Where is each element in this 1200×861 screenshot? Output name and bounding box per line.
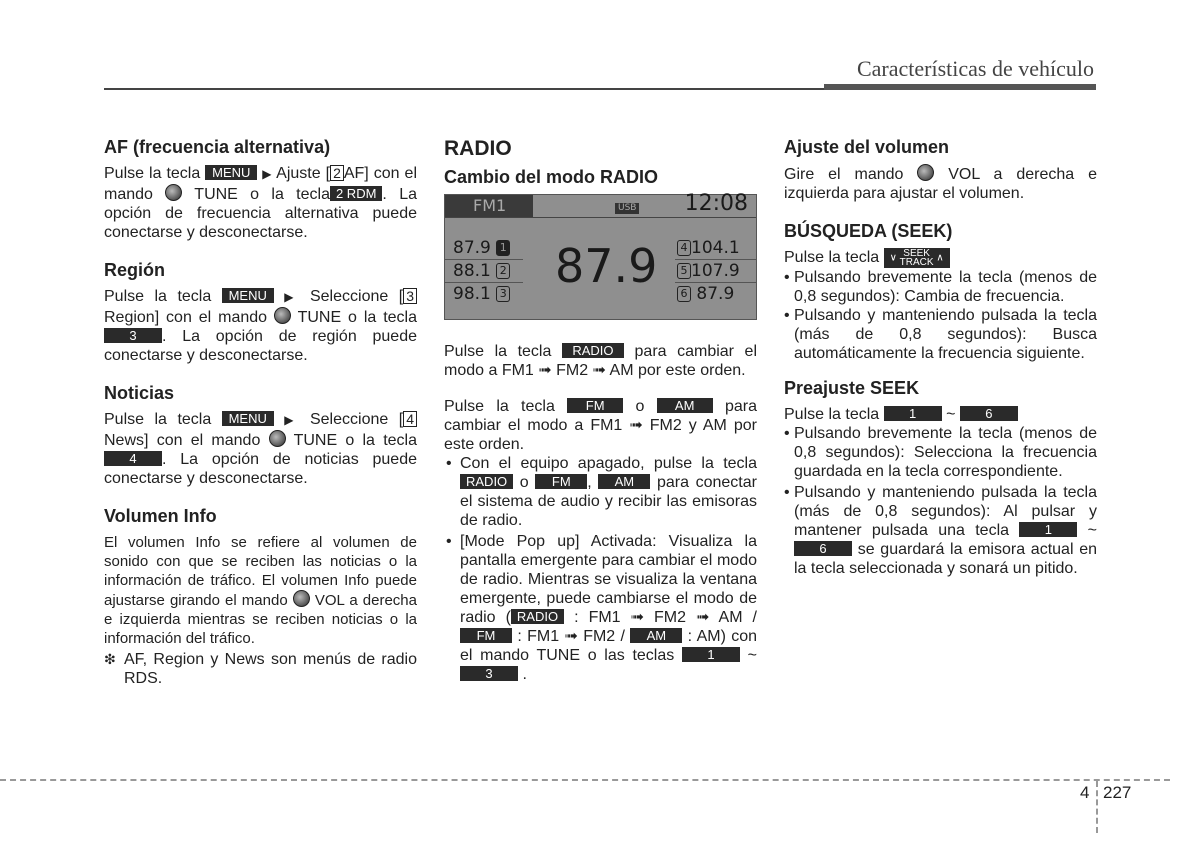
arrow-right-icon: ▶: [262, 167, 273, 181]
vol-knob-icon: [917, 164, 934, 181]
tune-knob-icon: [269, 430, 286, 447]
radio-key: RADIO: [460, 474, 513, 489]
key-1: 1: [884, 406, 942, 421]
volume-info-heading: Volumen Info: [104, 506, 217, 526]
vol-knob-icon: [293, 590, 310, 607]
column-right: [784, 136, 1097, 578]
news-heading: Noticias: [104, 383, 175, 403]
tune-knob-icon: [274, 307, 291, 324]
clock-display: 12:08: [684, 191, 748, 216]
radio-heading: RADIO: [444, 137, 512, 160]
arrow-right-icon: ▶: [284, 290, 300, 304]
preset-1: 87.9 1: [453, 237, 510, 259]
menu-key: MENU: [205, 165, 257, 180]
key-1: 1: [1019, 522, 1077, 537]
region-paragraph: Pulse la tecla MENU ▶ Seleccione [ 3 Region] con el mando TUNE o la tecla 3 . La opción de región puede conectarse y desconectarse.: [104, 288, 417, 364]
rds-note: ❇ AF, Region y News son menús de radio RDS.: [104, 650, 417, 688]
column-left: [104, 136, 417, 688]
fm-key: FM: [460, 628, 512, 643]
chapter-number: 4: [1080, 783, 1090, 802]
fm-am-key-paragraph: Pulse la tecla FM o AM para cambiar el modo a FM1 ➟ FM2 y AM por este orden.: [444, 398, 757, 453]
volume-info-paragraph: El volumen Info se refiere al volumen de sonido con que se reciben las noticias o la información de tráfico. El volumen Info puede ajustarse girando el mando VOL a derecha e izquierda mientras se reciben noticias o la información del tráfico.: [104, 534, 417, 647]
volume-paragraph: Gire el mando VOL a derecha e izquierda para ajustar el volumen.: [784, 166, 1097, 202]
am-key: AM: [657, 398, 713, 413]
preset-5: 5 107.9: [677, 260, 740, 282]
am-key: AM: [630, 628, 682, 643]
key-6: 6: [960, 406, 1018, 421]
preset-2: 88.1 2: [453, 260, 510, 282]
seek-bullets: [784, 268, 1097, 363]
am-key: AM: [598, 474, 650, 489]
page-number: 227: [1103, 783, 1132, 802]
radio-display-screen: [444, 191, 757, 320]
usb-indicator: USB: [615, 203, 639, 214]
list-item: • Pulsando y manteniendo pulsada la tecla (más de 0,8 segundos): Al pulsar y mantener pulsada una tecla 1 ~ 6 se guardará la emisora actual en la tecla seleccionada y sonará un pitido.: [784, 483, 1097, 578]
list-item: • Pulsando y manteniendo pulsada la tecla (más de 0,8 segundos): Busca automáticamente la frecuencia siguiente.: [784, 306, 1097, 363]
radio-key: RADIO: [511, 609, 564, 624]
menu-key: MENU: [222, 411, 274, 426]
news-paragraph: Pulse la tecla MENU ▶ Seleccione [ 4 News] con el mando TUNE o la tecla 4 . La opción de noticias puede conectarse y desconectarse.: [104, 411, 417, 487]
radio-key-paragraph: Pulse la tecla RADIO para cambiar el modo a FM1 ➟ FM2 ➟ AM por este orden.: [444, 343, 758, 379]
radio-key: RADIO: [562, 343, 624, 358]
af-heading: AF (frecuencia alternativa): [104, 137, 331, 157]
tune-knob-icon: [165, 184, 182, 201]
column-middle: [444, 136, 757, 684]
preset-4: 4 104.1: [677, 237, 740, 259]
radio-mode-subheading: Cambio del modo RADIO: [444, 167, 659, 187]
main-frequency: 87.9: [555, 239, 658, 293]
key-3: 3: [104, 328, 162, 343]
radio-bullets: [444, 454, 757, 684]
key-6: 6: [794, 541, 852, 556]
fm-key: FM: [567, 398, 623, 413]
list-item: • Con el equipo apagado, pulse la tecla RADIO o FM , AM para conectar el sistema de audio y recibir las emisoras de radio.: [444, 454, 757, 530]
fm-key: FM: [535, 474, 587, 489]
seek-heading: BÚSQUEDA (SEEK): [784, 221, 953, 241]
preset-3: 98.1 3: [453, 283, 510, 305]
key-1: 1: [682, 647, 740, 662]
key-3: 3: [460, 666, 518, 681]
chevron-down-icon: ∨: [889, 253, 897, 264]
band-indicator: FM1: [445, 195, 533, 217]
seek-paragraph: Pulse la tecla ∨ SEEK TRACK ∧: [784, 248, 1097, 268]
seek-track-key: ∨ SEEK TRACK ∧: [884, 248, 950, 268]
list-item: • [Mode Pop up] Activada: Visualiza la pantalla emergente para cambiar el modo de radio. Mientras se visualiza la ventana emergente, puede cambiarse el modo de radio ( RADIO : FM1 ➟ FM2 ➟ AM / FM : FM1 ➟ FM2 / AM : AM) con el mando TUNE o las teclas 1 ~ 3 .: [444, 532, 757, 684]
volume-heading: Ajuste del volumen: [784, 137, 950, 157]
list-item: • Pulsando brevemente la tecla (menos de 0,8 segundos): Selecciona la frecuencia guardada en la tecla correspondiente.: [784, 424, 1097, 481]
key-4: 4: [104, 451, 162, 466]
preset-seek-paragraph: Pulse la tecla 1 ~ 6: [784, 405, 1097, 424]
header-rule-accent: [824, 84, 1096, 90]
footer-rule: [0, 779, 1170, 781]
preset-6: 6 87.9: [677, 283, 734, 305]
footer-divider: [1096, 781, 1098, 833]
af-paragraph: Pulse la tecla MENU ▶ Ajuste [ 2 AF] con el mando TUNE o la tecla 2 RDM . La opción de frecuencia alternativa puede conectarse y desconectarse.: [104, 165, 417, 241]
list-item: • Pulsando brevemente la tecla (menos de 0,8 segundos): Cambia de frecuencia.: [784, 268, 1097, 306]
menu-key: MENU: [222, 288, 274, 303]
arrow-right-icon: ▶: [284, 413, 300, 427]
rdm-key: 2 RDM: [330, 186, 382, 201]
chevron-up-icon: ∧: [936, 253, 944, 264]
region-heading: Región: [104, 260, 165, 280]
preset-bullets: [784, 424, 1097, 578]
page-header-title: Características de vehículo: [856, 56, 1094, 81]
preset-seek-heading: Preajuste SEEK: [784, 378, 920, 399]
